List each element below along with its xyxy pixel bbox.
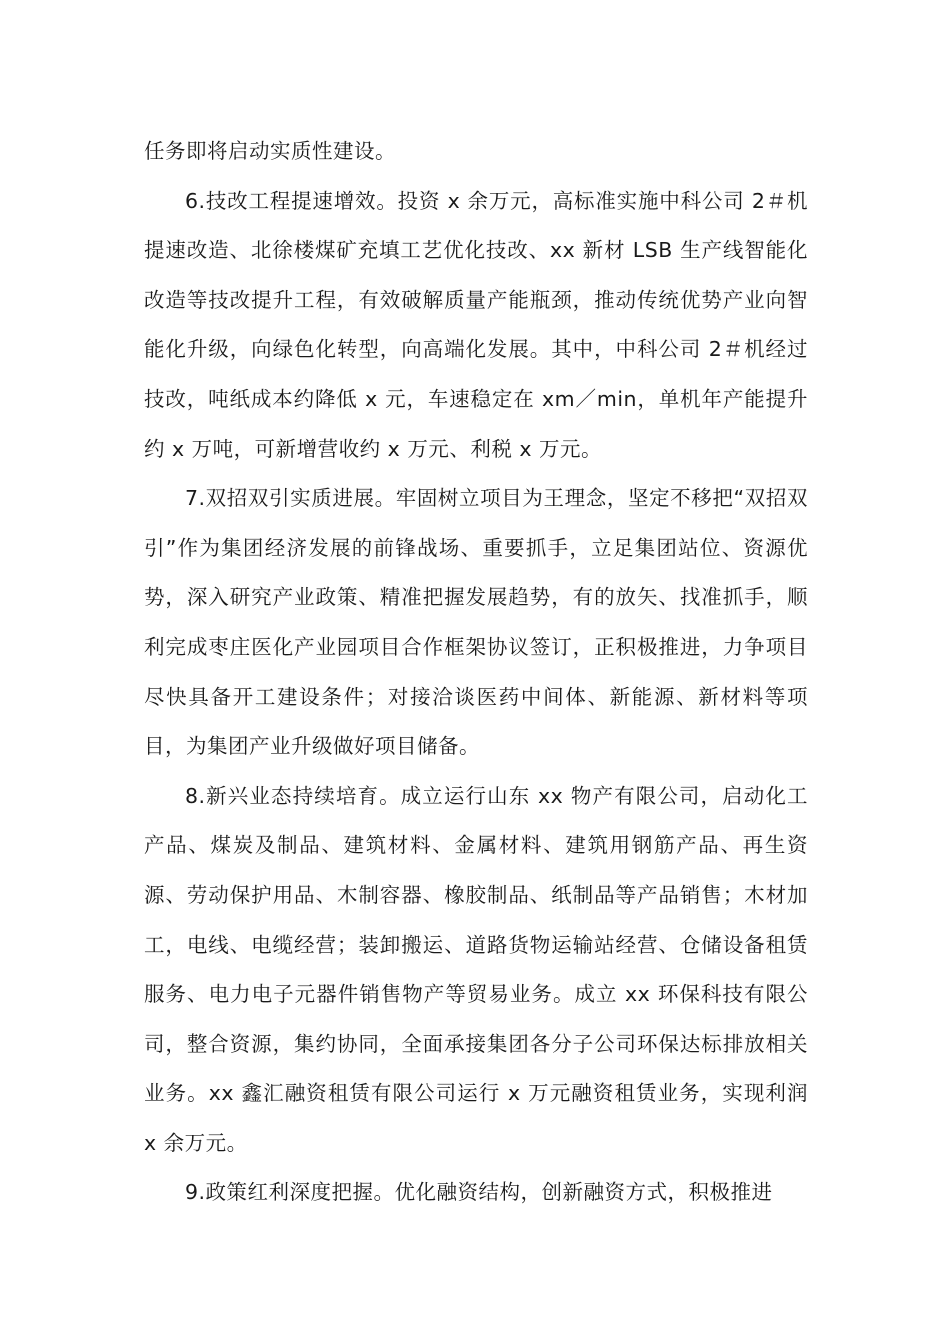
- document-body: [144, 127, 808, 1218]
- paragraph-8-new-business: 8.新兴业态持续培育。成立运行山东 xx 物产有限公司，启动化工产品、煤炭及制品、建筑材料、金属材料、建筑用钢筋产品、再生资源、劳动保护用品、木制容器、橡胶制品、纸制品等产品销售；木材加工，电线、电缆经营；装卸搬运、道路货物运输站经营、仓储设备租赁服务、电力电子元器件销售物产等贸易业务。成立 xx 环保科技有限公司，整合资源，集约协同，全面承接集团各分子公司环保达标排放相关业务。xx 鑫汇融资租赁有限公司运行 x 万元融资租赁业务，实现利润 x 余万元。: [144, 783, 808, 1155]
- paragraph-7-investment: 7.双招双引实质进展。牢固树立项目为王理念，坚定不移把“双招双引”作为集团经济发展的前锋战场、重要抓手，立足集团站位、资源优势，深入研究产业政策、精准把握发展趋势，有的放矢、找准抓手，顺利完成枣庄医化产业园项目合作框架协议签订，正积极推进，力争项目尽快具备开工建设条件；对接洽谈医药中间体、新能源、新材料等项目，为集团产业升级做好项目储备。: [144, 486, 808, 759]
- paragraph-6-tech-upgrade: 6.技改工程提速增效。投资 x 余万元，高标准实施中科公司 2＃机提速改造、北徐楼煤矿充填工艺优化技改、xx 新材 LSB 生产线智能化改造等技改提升工程，有效破解质量产能瓶颈，推动传统优势产业向智能化升级，向绿色化转型，向高端化发展。其中，中科公司 2＃机经过技改，吨纸成本约降低 x 元，车速稳定在 xm／min，单机年产能提升约 x 万吨，可新增营收约 x 万元、利税 x 万元。: [144, 188, 808, 461]
- paragraph-continuation: 任务即将启动实质性建设。: [144, 139, 396, 163]
- paragraph-9-policy: 9.政策红利深度把握。优化融资结构，创新融资方式，积极推进: [185, 1180, 773, 1205]
